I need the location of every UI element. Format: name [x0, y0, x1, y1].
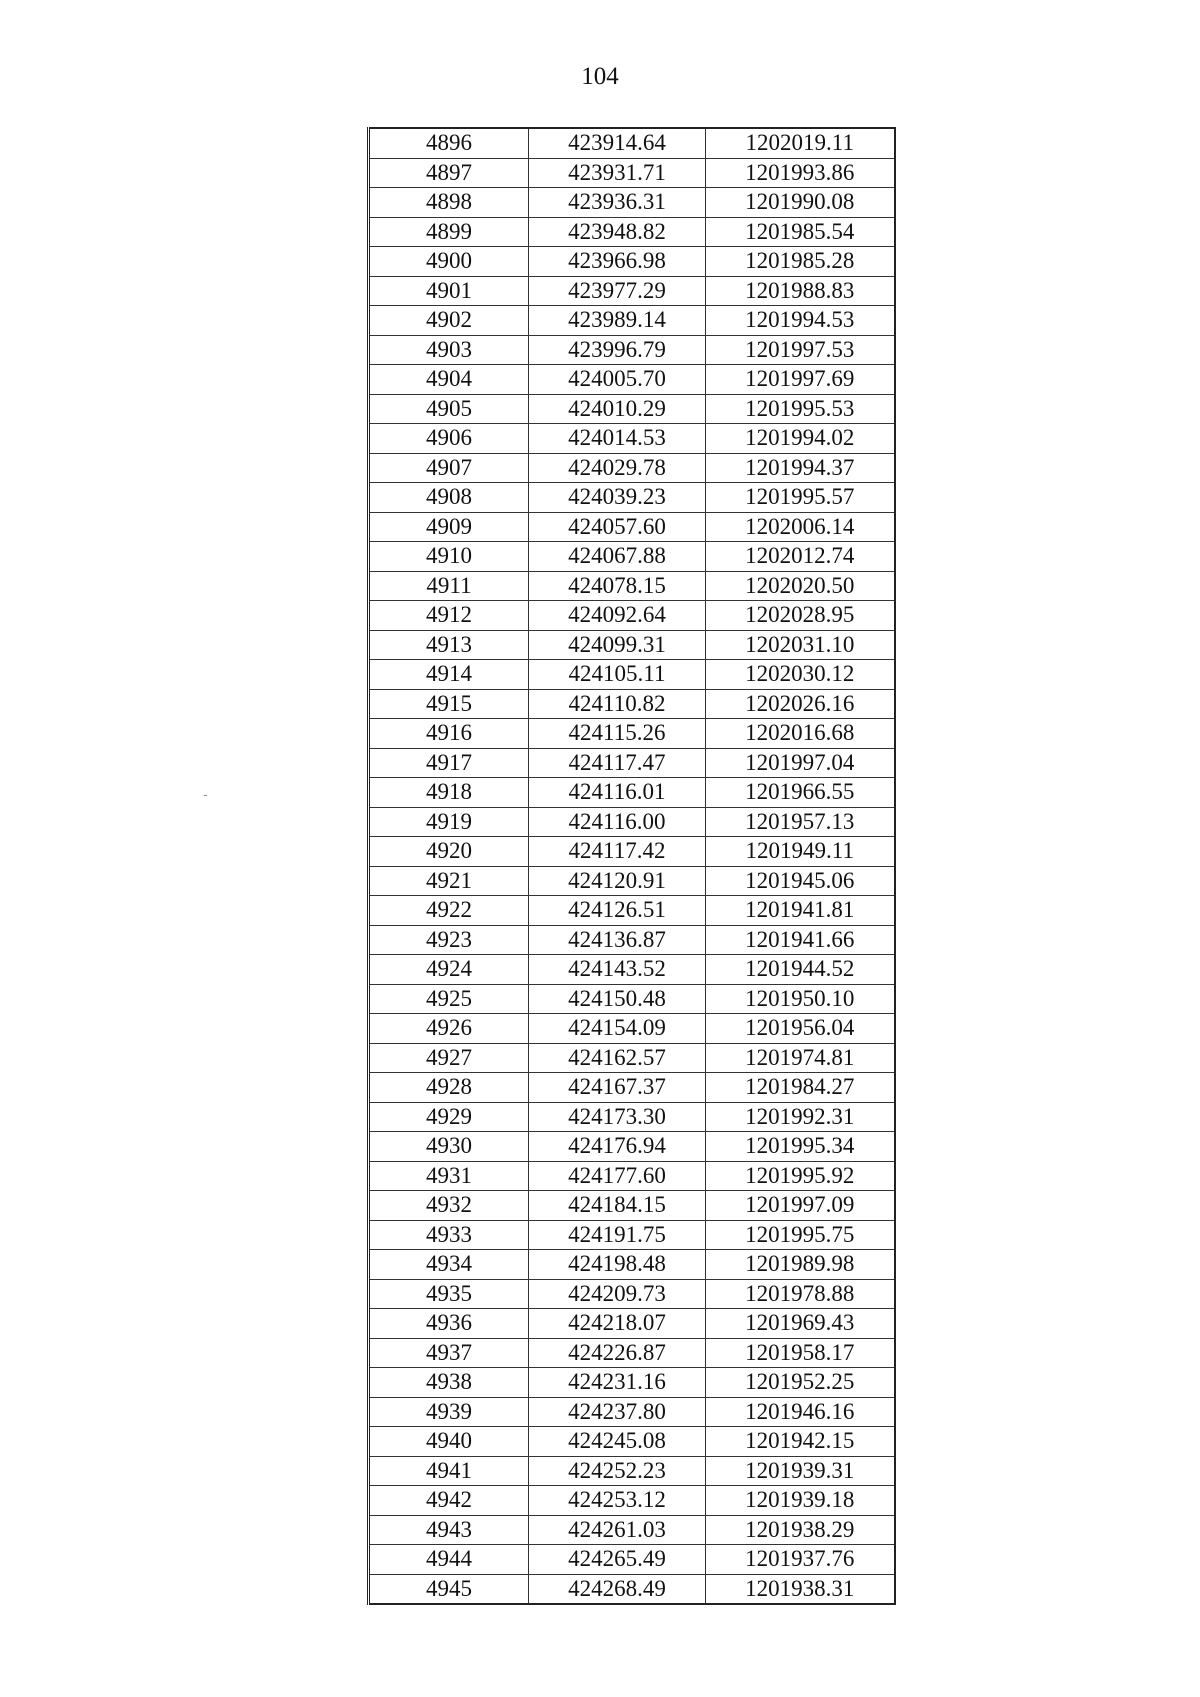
table-row [369, 483, 895, 513]
coordinate-table [367, 127, 896, 1605]
point-number-cell: 4917 [369, 748, 529, 778]
table-row [369, 1338, 895, 1368]
point-number-cell: 4908 [369, 483, 529, 513]
point-number-cell: 4930 [369, 1132, 529, 1162]
y-coordinate-cell: 1201997.04 [706, 748, 895, 778]
x-coordinate-cell: 424136.87 [529, 925, 706, 955]
y-coordinate-cell: 1202031.10 [706, 630, 895, 660]
point-number-cell: 4899 [369, 217, 529, 247]
x-coordinate-cell: 424110.82 [529, 689, 706, 719]
y-coordinate-cell: 1201944.52 [706, 955, 895, 985]
y-coordinate-cell: 1202020.50 [706, 571, 895, 601]
x-coordinate-cell: 424014.53 [529, 424, 706, 454]
point-number-cell: 4905 [369, 394, 529, 424]
x-coordinate-cell: 423948.82 [529, 217, 706, 247]
y-coordinate-cell: 1201952.25 [706, 1368, 895, 1398]
table-row [369, 1309, 895, 1339]
table-row [369, 1014, 895, 1044]
x-coordinate-cell: 424117.42 [529, 837, 706, 867]
point-number-cell: 4900 [369, 247, 529, 277]
table-row [369, 1486, 895, 1516]
table-row [369, 925, 895, 955]
x-coordinate-cell: 424268.49 [529, 1574, 706, 1604]
y-coordinate-cell: 1201941.81 [706, 896, 895, 926]
y-coordinate-cell: 1201985.28 [706, 247, 895, 277]
table-row [369, 1368, 895, 1398]
x-coordinate-cell: 424261.03 [529, 1515, 706, 1545]
y-coordinate-cell: 1201978.88 [706, 1279, 895, 1309]
x-coordinate-cell: 424105.11 [529, 660, 706, 690]
point-number-cell: 4925 [369, 984, 529, 1014]
y-coordinate-cell: 1201966.55 [706, 778, 895, 808]
y-coordinate-cell: 1201938.29 [706, 1515, 895, 1545]
table-row [369, 1515, 895, 1545]
point-number-cell: 4906 [369, 424, 529, 454]
point-number-cell: 4937 [369, 1338, 529, 1368]
page-number: 104 [581, 63, 619, 90]
x-coordinate-cell: 424057.60 [529, 512, 706, 542]
y-coordinate-cell: 1201969.43 [706, 1309, 895, 1339]
x-coordinate-cell: 424029.78 [529, 453, 706, 483]
table-row [369, 247, 895, 277]
point-number-cell: 4915 [369, 689, 529, 719]
y-coordinate-cell: 1202026.16 [706, 689, 895, 719]
y-coordinate-cell: 1201995.75 [706, 1220, 895, 1250]
x-coordinate-cell: 423914.64 [529, 128, 706, 158]
y-coordinate-cell: 1201950.10 [706, 984, 895, 1014]
table-row [369, 188, 895, 218]
point-number-cell: 4923 [369, 925, 529, 955]
x-coordinate-cell: 424117.47 [529, 748, 706, 778]
table-row [369, 1250, 895, 1280]
point-number-cell: 4928 [369, 1073, 529, 1103]
y-coordinate-cell: 1201994.37 [706, 453, 895, 483]
y-coordinate-cell: 1201958.17 [706, 1338, 895, 1368]
table-row [369, 1574, 895, 1604]
point-number-cell: 4922 [369, 896, 529, 926]
y-coordinate-cell: 1201997.09 [706, 1191, 895, 1221]
y-coordinate-cell: 1201995.34 [706, 1132, 895, 1162]
point-number-cell: 4920 [369, 837, 529, 867]
y-coordinate-cell: 1201997.69 [706, 365, 895, 395]
table-row [369, 1279, 895, 1309]
table-row [369, 1427, 895, 1457]
point-number-cell: 4924 [369, 955, 529, 985]
table-row [369, 1161, 895, 1191]
y-coordinate-cell: 1201946.16 [706, 1397, 895, 1427]
point-number-cell: 4929 [369, 1102, 529, 1132]
x-coordinate-cell: 424120.91 [529, 866, 706, 896]
y-coordinate-cell: 1201942.15 [706, 1427, 895, 1457]
table-row [369, 1545, 895, 1575]
point-number-cell: 4936 [369, 1309, 529, 1339]
table-row [369, 778, 895, 808]
x-coordinate-cell: 424115.26 [529, 719, 706, 749]
table-row [369, 955, 895, 985]
x-coordinate-cell: 424191.75 [529, 1220, 706, 1250]
point-number-cell: 4939 [369, 1397, 529, 1427]
x-coordinate-cell: 423996.79 [529, 335, 706, 365]
table-row [369, 1456, 895, 1486]
x-coordinate-cell: 424150.48 [529, 984, 706, 1014]
point-number-cell: 4896 [369, 128, 529, 158]
x-coordinate-cell: 424039.23 [529, 483, 706, 513]
y-coordinate-cell: 1201995.92 [706, 1161, 895, 1191]
x-coordinate-cell: 424218.07 [529, 1309, 706, 1339]
y-coordinate-cell: 1201937.76 [706, 1545, 895, 1575]
table-row [369, 1191, 895, 1221]
x-coordinate-cell: 424209.73 [529, 1279, 706, 1309]
x-coordinate-cell: 424099.31 [529, 630, 706, 660]
point-number-cell: 4921 [369, 866, 529, 896]
y-coordinate-cell: 1201995.57 [706, 483, 895, 513]
table-row [369, 453, 895, 483]
point-number-cell: 4914 [369, 660, 529, 690]
table-row [369, 365, 895, 395]
y-coordinate-cell: 1201945.06 [706, 866, 895, 896]
y-coordinate-cell: 1201997.53 [706, 335, 895, 365]
y-coordinate-cell: 1201974.81 [706, 1043, 895, 1073]
table-row [369, 807, 895, 837]
x-coordinate-cell: 424010.29 [529, 394, 706, 424]
x-coordinate-cell: 424116.00 [529, 807, 706, 837]
y-coordinate-cell: 1201985.54 [706, 217, 895, 247]
point-number-cell: 4943 [369, 1515, 529, 1545]
y-coordinate-cell: 1202030.12 [706, 660, 895, 690]
table-row [369, 896, 895, 926]
table-body [369, 128, 895, 1604]
point-number-cell: 4945 [369, 1574, 529, 1604]
table-row [369, 866, 895, 896]
y-coordinate-cell: 1201994.02 [706, 424, 895, 454]
x-coordinate-cell: 424231.16 [529, 1368, 706, 1398]
y-coordinate-cell: 1202019.11 [706, 128, 895, 158]
point-number-cell: 4926 [369, 1014, 529, 1044]
x-coordinate-cell: 423936.31 [529, 188, 706, 218]
y-coordinate-cell: 1202012.74 [706, 542, 895, 572]
point-number-cell: 4904 [369, 365, 529, 395]
point-number-cell: 4902 [369, 306, 529, 336]
y-coordinate-cell: 1201989.98 [706, 1250, 895, 1280]
x-coordinate-cell: 423931.71 [529, 158, 706, 188]
x-coordinate-cell: 424265.49 [529, 1545, 706, 1575]
x-coordinate-cell: 424226.87 [529, 1338, 706, 1368]
point-number-cell: 4931 [369, 1161, 529, 1191]
point-number-cell: 4932 [369, 1191, 529, 1221]
x-coordinate-cell: 423966.98 [529, 247, 706, 277]
x-coordinate-cell: 424143.52 [529, 955, 706, 985]
table-row [369, 837, 895, 867]
x-coordinate-cell: 424252.23 [529, 1456, 706, 1486]
y-coordinate-cell: 1201939.18 [706, 1486, 895, 1516]
x-coordinate-cell: 424173.30 [529, 1102, 706, 1132]
point-number-cell: 4919 [369, 807, 529, 837]
table-row [369, 689, 895, 719]
x-coordinate-cell: 424184.15 [529, 1191, 706, 1221]
table-row [369, 512, 895, 542]
point-number-cell: 4907 [369, 453, 529, 483]
x-coordinate-cell: 424116.01 [529, 778, 706, 808]
y-coordinate-cell: 1201956.04 [706, 1014, 895, 1044]
table-row [369, 1132, 895, 1162]
y-coordinate-cell: 1201990.08 [706, 188, 895, 218]
point-number-cell: 4933 [369, 1220, 529, 1250]
y-coordinate-cell: 1201988.83 [706, 276, 895, 306]
point-number-cell: 4942 [369, 1486, 529, 1516]
point-number-cell: 4901 [369, 276, 529, 306]
point-number-cell: 4944 [369, 1545, 529, 1575]
table-row [369, 1073, 895, 1103]
x-coordinate-cell: 424162.57 [529, 1043, 706, 1073]
point-number-cell: 4910 [369, 542, 529, 572]
point-number-cell: 4918 [369, 778, 529, 808]
table-row [369, 748, 895, 778]
point-number-cell: 4941 [369, 1456, 529, 1486]
point-number-cell: 4897 [369, 158, 529, 188]
table-row [369, 1397, 895, 1427]
x-coordinate-cell: 424126.51 [529, 896, 706, 926]
y-coordinate-cell: 1202006.14 [706, 512, 895, 542]
y-coordinate-cell: 1201994.53 [706, 306, 895, 336]
point-number-cell: 4938 [369, 1368, 529, 1398]
y-coordinate-cell: 1201949.11 [706, 837, 895, 867]
table-row [369, 1220, 895, 1250]
point-number-cell: 4913 [369, 630, 529, 660]
y-coordinate-cell: 1201957.13 [706, 807, 895, 837]
point-number-cell: 4912 [369, 601, 529, 631]
point-number-cell: 4935 [369, 1279, 529, 1309]
x-coordinate-cell: 424237.80 [529, 1397, 706, 1427]
x-coordinate-cell: 424176.94 [529, 1132, 706, 1162]
x-coordinate-cell: 424167.37 [529, 1073, 706, 1103]
table-row [369, 424, 895, 454]
x-coordinate-cell: 424154.09 [529, 1014, 706, 1044]
y-coordinate-cell: 1201938.31 [706, 1574, 895, 1604]
y-coordinate-cell: 1201939.31 [706, 1456, 895, 1486]
table-row [369, 394, 895, 424]
y-coordinate-cell: 1201995.53 [706, 394, 895, 424]
point-number-cell: 4916 [369, 719, 529, 749]
point-number-cell: 4927 [369, 1043, 529, 1073]
table-row [369, 630, 895, 660]
table-row [369, 128, 895, 158]
table-row [369, 335, 895, 365]
x-coordinate-cell: 424005.70 [529, 365, 706, 395]
y-coordinate-cell: 1201993.86 [706, 158, 895, 188]
point-number-cell: 4911 [369, 571, 529, 601]
y-coordinate-cell: 1202028.95 [706, 601, 895, 631]
table-row [369, 276, 895, 306]
table-row [369, 601, 895, 631]
x-coordinate-cell: 424245.08 [529, 1427, 706, 1457]
table-row [369, 306, 895, 336]
scan-speck [204, 795, 207, 796]
table-row [369, 158, 895, 188]
x-coordinate-cell: 424067.88 [529, 542, 706, 572]
x-coordinate-cell: 424253.12 [529, 1486, 706, 1516]
table-row [369, 571, 895, 601]
y-coordinate-cell: 1202016.68 [706, 719, 895, 749]
point-number-cell: 4934 [369, 1250, 529, 1280]
table-row [369, 660, 895, 690]
y-coordinate-cell: 1201992.31 [706, 1102, 895, 1132]
y-coordinate-cell: 1201984.27 [706, 1073, 895, 1103]
x-coordinate-cell: 424198.48 [529, 1250, 706, 1280]
x-coordinate-cell: 424078.15 [529, 571, 706, 601]
table-row [369, 719, 895, 749]
x-coordinate-cell: 424092.64 [529, 601, 706, 631]
x-coordinate-cell: 424177.60 [529, 1161, 706, 1191]
y-coordinate-cell: 1201941.66 [706, 925, 895, 955]
point-number-cell: 4940 [369, 1427, 529, 1457]
point-number-cell: 4903 [369, 335, 529, 365]
point-number-cell: 4898 [369, 188, 529, 218]
x-coordinate-cell: 423989.14 [529, 306, 706, 336]
x-coordinate-cell: 423977.29 [529, 276, 706, 306]
table-row [369, 217, 895, 247]
table-row [369, 1043, 895, 1073]
table-row [369, 1102, 895, 1132]
table-row [369, 542, 895, 572]
table-row [369, 984, 895, 1014]
point-number-cell: 4909 [369, 512, 529, 542]
